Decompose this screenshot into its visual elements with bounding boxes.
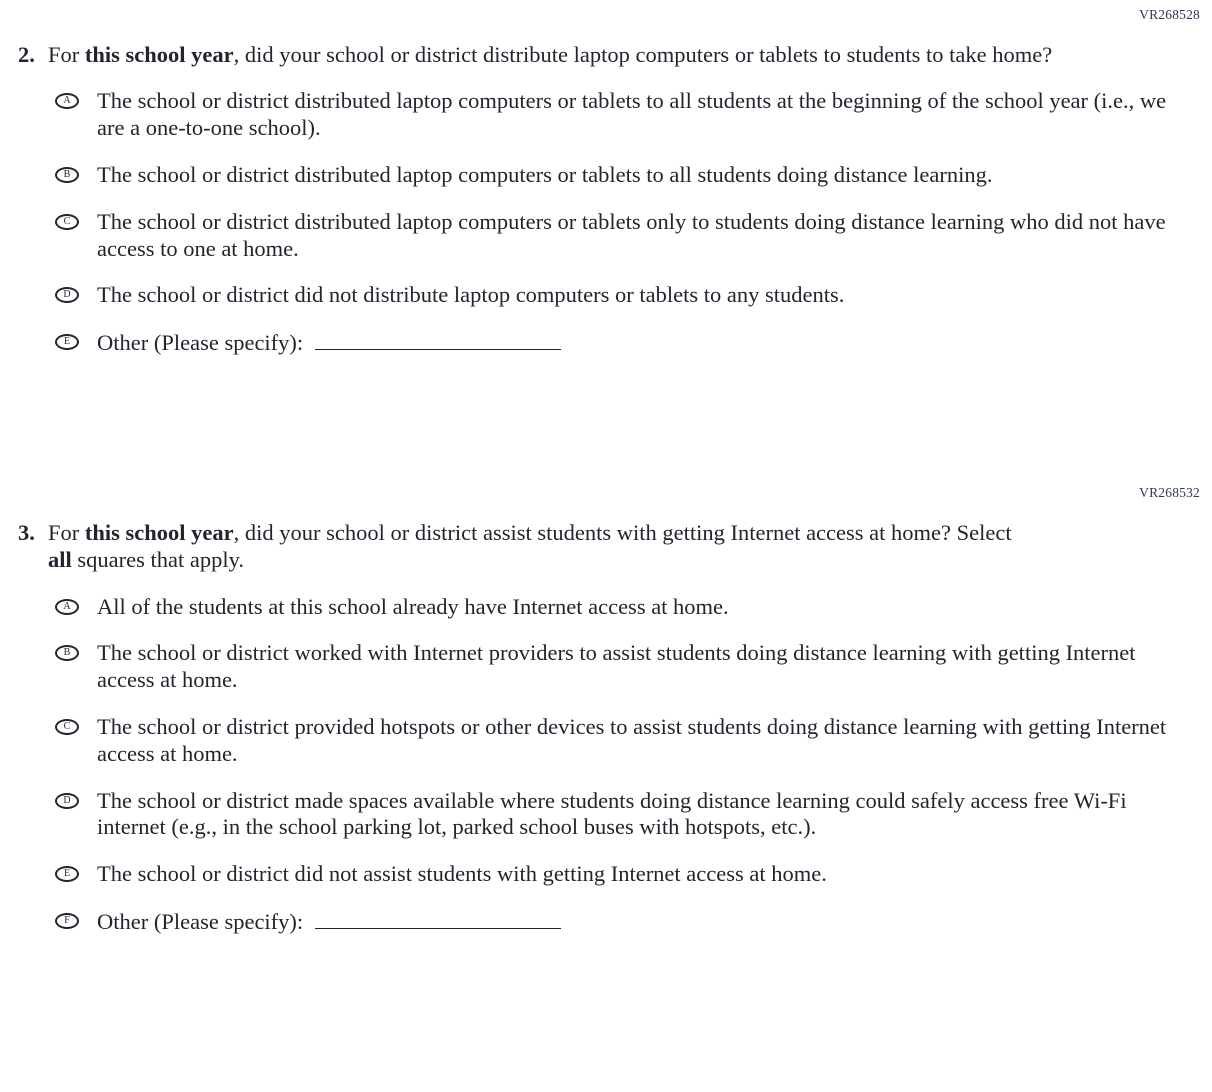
q3-option-a — [55, 594, 1212, 621]
q3-option-e-label: The school or district did not assist students with getting Internet access at home. — [97, 861, 827, 887]
q2-option-d-label: The school or district did not distribute laptop computers or tablets to any students. — [97, 282, 845, 308]
q3-prompt-part: squares that apply. — [71, 547, 245, 573]
section-divider-space — [0, 357, 1212, 485]
question-3-head — [18, 519, 1212, 574]
q2-bubble-a[interactable]: A — [55, 93, 79, 109]
q2-other-specify-input[interactable] — [315, 329, 561, 350]
q3-bubble-a[interactable]: A — [55, 599, 79, 615]
question-3-prompt — [48, 519, 1033, 574]
question-2-prompt — [48, 41, 1052, 68]
q3-option-b — [55, 640, 1212, 694]
q2-option-a-label: The school or district distributed laptop computers or tablets to all students at the beginning of the school year (i.e., we are a one-to-one school). — [97, 88, 1167, 141]
q2-option-a — [55, 88, 1212, 142]
q2-prompt-bold: this school year — [84, 42, 234, 67]
question-2-options — [0, 88, 1212, 356]
q3-option-f — [55, 908, 1212, 936]
form-code-q2: VR268528 — [1139, 7, 1200, 22]
q3-prompt-part: , did your school or district assist students with getting Internet access at home? Select — [233, 519, 1012, 545]
q3-prompt-bold: all — [48, 547, 72, 573]
q2-option-b-label: The school or district distributed laptop computers or tablets to all students doing distance learning. — [97, 161, 993, 187]
q3-option-b-label: The school or district worked with Internet providers to assist students doing distance learning with getting Internet access at home. — [97, 640, 1136, 693]
q2-option-b — [55, 162, 1212, 189]
q3-other-specify-input[interactable] — [315, 908, 561, 929]
q2-bubble-b[interactable]: B — [55, 167, 79, 183]
question-2-number: 2. — [18, 42, 35, 67]
q2-prompt-part: , did your school or district distribute laptop computers or tablets to students to take home? — [233, 42, 1053, 67]
q2-bubble-c[interactable]: C — [55, 214, 79, 230]
form-code-q3: VR268532 — [1139, 484, 1200, 500]
q2-bubble-d[interactable]: D — [55, 287, 79, 303]
q3-prompt-part: For — [48, 519, 85, 545]
q2-prompt-part: For — [48, 42, 85, 67]
q2-option-e — [55, 329, 1212, 357]
q3-option-c — [55, 714, 1212, 768]
q3-option-e — [55, 861, 1212, 888]
q3-bubble-c[interactable]: C — [55, 719, 79, 735]
q3-bubble-f[interactable]: F — [55, 913, 79, 929]
question-2-head — [18, 41, 1212, 68]
q3-bubble-e[interactable]: E — [55, 866, 79, 882]
q2-option-e-label — [97, 329, 561, 357]
q3-option-c-label: The school or district provided hotspots or other devices to assist students doing distance learning with getting Internet access at home. — [97, 713, 1167, 766]
q3-prompt-bold: this school year — [84, 519, 234, 545]
q2-option-d — [55, 282, 1212, 309]
q3-option-d — [55, 788, 1212, 842]
q3-bubble-b[interactable]: B — [55, 645, 79, 661]
q2-bubble-e[interactable]: E — [55, 334, 79, 350]
q2-option-c-label: The school or district distributed laptop computers or tablets only to students doing distance learning who did not have access to one at home. — [97, 208, 1166, 261]
q3-bubble-d[interactable]: D — [55, 793, 79, 809]
q3-option-a-label: All of the students at this school already have Internet access at home. — [97, 593, 729, 619]
q3-option-d-label: The school or district made spaces available where students doing distance learning could safely access free Wi-Fi internet (e.g., in the school parking lot, parked school buses with hotspots, etc.). — [97, 787, 1127, 840]
question-3-options — [0, 594, 1212, 936]
question-3-number: 3. — [18, 519, 35, 545]
q3-option-f-text: Other (Please specify): — [97, 908, 304, 934]
q2-option-c — [55, 209, 1212, 263]
q3-option-f-label — [97, 908, 561, 936]
q2-option-e-text: Other (Please specify): — [97, 330, 304, 356]
